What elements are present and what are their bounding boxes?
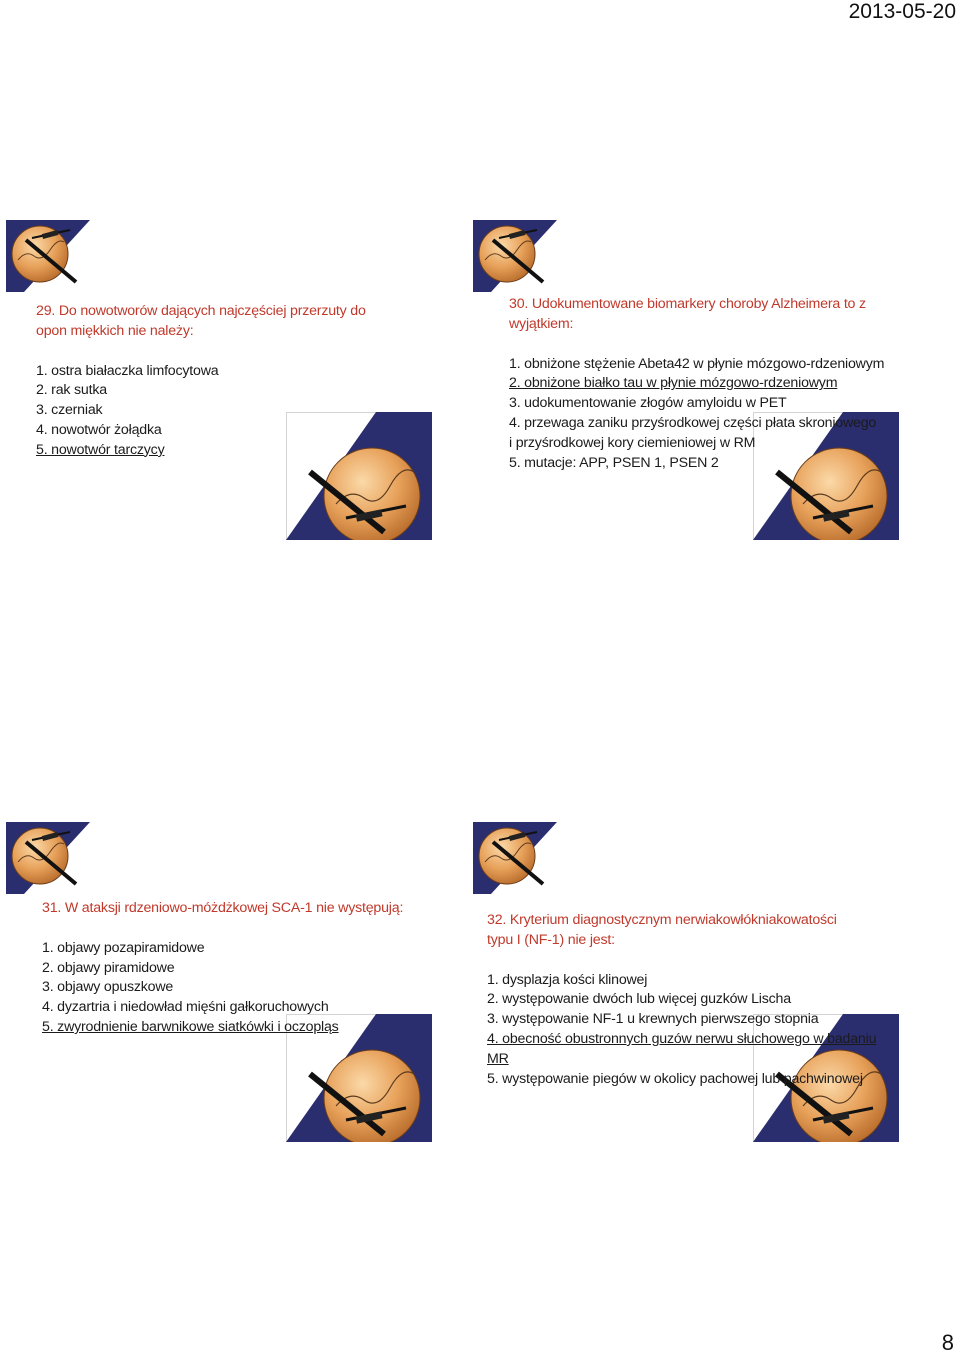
- answer-list: [487, 971, 897, 1090]
- answer-item: 2. rak sutka: [36, 382, 107, 399]
- slide-content: [509, 295, 893, 473]
- slide-30: [473, 220, 899, 540]
- question-text: 29. Do nowotworów dających najczęściej przerzuty do opon miękkich nie należy:: [36, 303, 366, 339]
- answer-item-correct: 5. zwyrodnienie barwnikowe siatkówki i oczopląs: [42, 1018, 339, 1035]
- globe-pen-logo-icon: [473, 822, 557, 894]
- answer-item: 4. dyzartria i niedowład mięśni gałkoruchowych: [42, 999, 329, 1016]
- slide-content: [487, 911, 897, 1089]
- answer-list: [42, 939, 426, 1038]
- answer-item: 2. występowanie dwóch lub więcej guzków Lischa: [487, 991, 791, 1008]
- answer-item: 1. ostra białaczka limfocytowa: [36, 362, 219, 379]
- question-text: 32. Kryterium diagnostycznym nerwiakowłókniakowatości typu I (NF-1) nie jest:: [487, 912, 837, 948]
- globe-pen-logo-icon: [6, 220, 90, 292]
- answer-list: [36, 362, 376, 461]
- answer-item: 5. występowanie piegów w okolicy pachowej lub pachwinowej: [487, 1070, 863, 1087]
- globe-pen-logo-icon: [6, 822, 90, 894]
- answer-item: 1. objawy pozapiramidowe: [42, 939, 205, 956]
- answer-item-correct: 4. obecność obustronnych guzów nerwu słuchowego w badaniu MR: [487, 1030, 877, 1067]
- answer-item: 3. objawy opuszkowe: [42, 979, 174, 996]
- slide-32: [473, 822, 899, 1142]
- question-text: 30. Udokumentowane biomarkery choroby Alzheimera to z wyjątkiem:: [509, 296, 866, 332]
- answer-item-correct: 5. nowotwór tarczycy: [36, 441, 165, 458]
- answer-item-correct: 2. obniżone białko tau w płynie mózgowo-rdzeniowym: [509, 375, 838, 392]
- answer-item: 1. dysplazja kości klinowej: [487, 971, 648, 988]
- answer-item-continuation: i przyśrodkowej kory ciemieniowej w RM: [509, 434, 756, 451]
- globe-pen-logo-icon: [473, 220, 557, 292]
- answer-list: [509, 355, 893, 474]
- answer-item: 4. nowotwór żołądka: [36, 421, 162, 438]
- question-text: 31. W ataksji rdzeniowo-móżdżkowej SCA-1 nie występują:: [42, 900, 404, 916]
- answer-item: 2. objawy piramidowe: [42, 959, 175, 976]
- answer-item: 3. czerniak: [36, 402, 103, 419]
- page-date: 2013-05-20: [848, 0, 956, 23]
- slide-content: [42, 899, 426, 1038]
- answer-item: 5. mutacje: APP, PSEN 1, PSEN 2: [509, 454, 719, 471]
- slide-29: [6, 220, 432, 540]
- answer-item: 4. przewaga zaniku przyśrodkowej części płata skroniowego: [509, 414, 877, 431]
- answer-item: 3. występowanie NF-1 u krewnych pierwszego stopnia: [487, 1011, 819, 1028]
- slide-content: [36, 302, 376, 461]
- page-number: 8: [941, 1330, 954, 1355]
- answer-item: 3. udokumentowanie złogów amyloidu w PET: [509, 395, 787, 412]
- slide-31: [6, 822, 432, 1142]
- answer-item: 1. obniżone stężenie Abeta42 w płynie mózgowo-rdzeniowym: [509, 355, 885, 372]
